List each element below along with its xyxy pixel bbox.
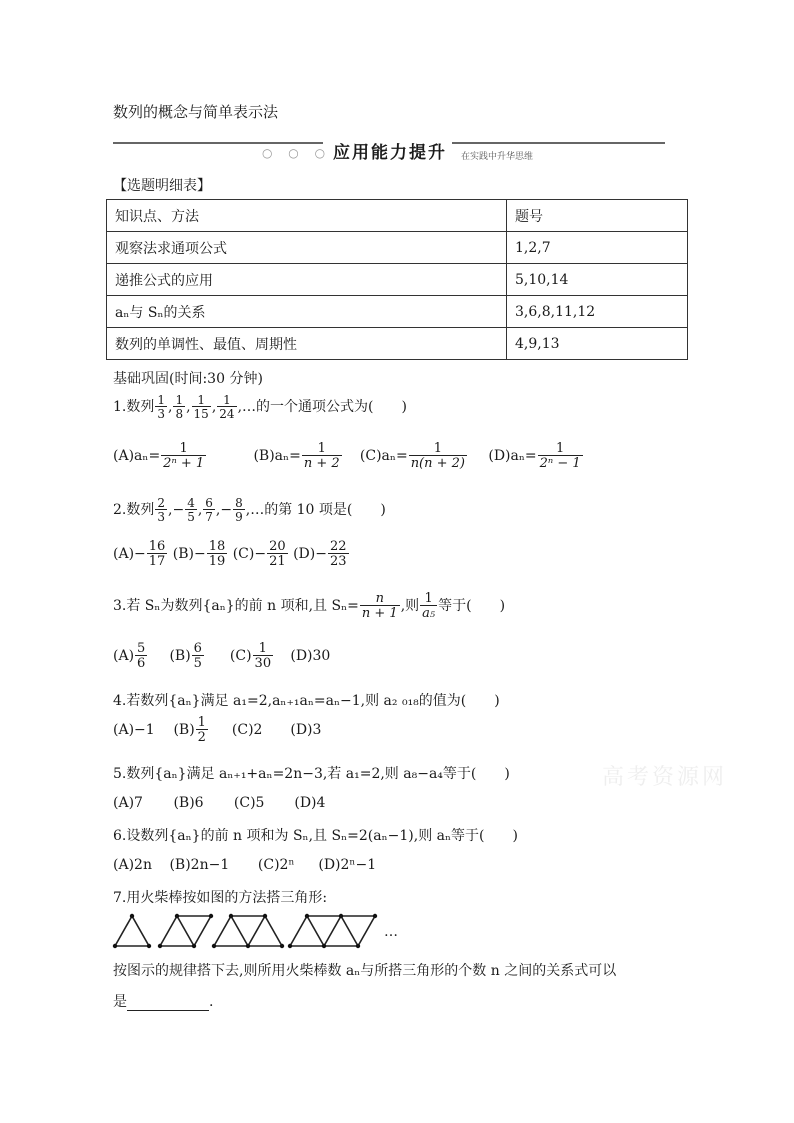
question-1: 1.数列 $\frac{1}{3}$ , $\frac{1}{8}$ , $\frac{1}{15}$ , $\frac{1}{24}$ ,…的一个通项公式为( ) (113, 393, 407, 421)
answer-blank[interactable] (127, 996, 209, 1011)
table-cell: 3,6,8,11,12 (507, 296, 688, 328)
question-7: 7.用火柴棒按如图的方法搭三角形: (113, 890, 328, 906)
fraction-numerator: 6 (205, 496, 213, 510)
q2-term-1 (155, 497, 167, 523)
fraction-numerator: 8 (235, 496, 243, 510)
fraction-denominator: 3 (157, 510, 165, 524)
fraction-denominator: 8 (175, 407, 184, 421)
q3-text: ,则 (400, 598, 420, 614)
table-row (107, 232, 688, 264)
fraction-denominator: 2 (197, 730, 206, 745)
fraction-numerator: n (375, 591, 384, 606)
table-cell: 1,2,7 (507, 232, 688, 264)
fraction-numerator: 6 (193, 641, 202, 656)
q5-option-a: (A)7 (113, 795, 143, 811)
fraction-denominator: 23 (329, 554, 347, 569)
fraction-denominator: 9 (235, 510, 243, 524)
fraction-denominator: 30 (254, 656, 272, 671)
option-fraction (161, 442, 206, 470)
q3-option-d: (D)30 (290, 648, 331, 664)
q4-option-b (173, 716, 227, 744)
option-fraction (192, 642, 204, 670)
fraction-denominator: 2ⁿ − 1 (539, 456, 581, 471)
fraction-denominator: 21 (269, 554, 286, 569)
banner-subtitle: 在实践中升华思维 (461, 152, 534, 162)
q2-options (113, 540, 350, 568)
fraction-numerator: 1 (197, 393, 205, 407)
option-label: (A)aₙ= (113, 448, 161, 464)
q3-reciprocal-fraction (420, 592, 437, 620)
option-fraction (147, 540, 168, 568)
option-label: (D)aₙ= (488, 448, 537, 464)
option-label: (B) (173, 722, 195, 738)
fraction-numerator: 1 (175, 393, 184, 407)
option-label: (C)aₙ= (359, 448, 408, 464)
fraction-denominator: 5 (187, 510, 195, 524)
q1-option-a (113, 442, 249, 470)
fraction-denominator: 24 (219, 407, 235, 421)
fraction-numerator: 1 (157, 393, 165, 407)
fraction-denominator: 7 (205, 510, 213, 524)
fraction-denominator: n + 1 (361, 606, 398, 621)
question-6: 6.设数列{aₙ}的前 n 项和为 Sₙ,且 Sₙ=2(aₙ−1),则 aₙ等于( ) (113, 828, 518, 844)
q2-option-d (293, 540, 349, 568)
option-fraction (196, 716, 208, 744)
option-label: (A)− (113, 546, 146, 562)
option-fraction (253, 642, 274, 670)
question-2: 2.数列 $\frac{2}{3}$ ,− $\frac{4}{5}$ , $\frac{6}{7}$ ,− $\frac{8}{9}$ ,…的第 10 项是( ) (113, 496, 386, 524)
fraction-denominator: 2ⁿ + 1 (163, 456, 205, 471)
q1-term-4 (217, 394, 236, 420)
table-row (107, 264, 688, 296)
q6-option-d: (D)2ⁿ−1 (318, 857, 377, 873)
fraction-numerator: 16 (148, 539, 166, 554)
q6-option-b: (B)2n−1 (169, 857, 230, 873)
triangle-group-2 (160, 916, 211, 946)
q3-text: 等于( ) (438, 598, 506, 614)
table-header-row (107, 200, 688, 232)
table-cell: aₙ与 Sₙ的关系 (107, 296, 507, 328)
q3-option-c (230, 642, 286, 670)
q2-suffix: ,…的第 10 项是( ) (245, 502, 386, 518)
option-label: (A) (113, 648, 135, 664)
q5-option-b: (B)6 (173, 795, 204, 811)
topic-table (106, 199, 688, 360)
q1-option-c (360, 442, 484, 470)
table-caption: 【选题明细表】 (113, 178, 211, 194)
table-cell: 4,9,13 (507, 328, 688, 360)
q7-body-prefix: 是 (113, 994, 127, 1010)
option-fraction (267, 540, 288, 568)
fraction-denominator: a₅ (422, 606, 436, 621)
table-header-cell: 题号 (507, 200, 688, 232)
q6-option-c: (C)2ⁿ (257, 857, 295, 873)
option-label: (D)− (293, 546, 327, 562)
q7-body-line-2 (113, 991, 213, 1011)
q4-option-d: (D)3 (290, 722, 322, 738)
q3-text: 3.若 Sₙ为数列{aₙ}的前 n 项和,且 Sₙ= (113, 598, 359, 614)
fraction-numerator: 2 (157, 496, 165, 510)
q4-options (113, 716, 321, 744)
q2-prefix: 2.数列 (113, 502, 155, 518)
option-fraction (207, 540, 228, 568)
section-heading: 基础巩固(时间:30 分钟) (113, 371, 263, 387)
q4-option-a: (A)−1 (113, 722, 155, 738)
question-5: 5.数列{aₙ}满足 aₙ₊₁+aₙ=2n−3,若 a₁=2,则 a₈−a₄等于( ) (113, 766, 510, 782)
q2-term-2 (185, 497, 197, 523)
fraction-numerator: 18 (208, 539, 226, 554)
fraction-denominator: 17 (148, 554, 166, 569)
banner-dots: ○ ○ ○ (262, 146, 332, 160)
fraction-numerator: 4 (187, 496, 195, 510)
option-fraction (328, 540, 349, 568)
fraction-denominator: 15 (193, 407, 209, 421)
fraction-numerator: 1 (197, 715, 206, 730)
question-3 (113, 592, 505, 620)
banner-rule-right (452, 142, 665, 144)
option-fraction (135, 642, 147, 670)
q6-option-a: (A)2n (113, 857, 152, 873)
table-row (107, 296, 688, 328)
q5-option-c: (C)5 (233, 795, 265, 811)
option-label: (B) (169, 648, 191, 664)
fraction-denominator: n(n + 2) (410, 456, 466, 471)
table-cell: 观察法求通项公式 (107, 232, 507, 264)
matchstick-figure (110, 910, 410, 952)
banner-rule-left (113, 142, 323, 144)
table-cell: 数列的单调性、最值、周期性 (107, 328, 507, 360)
option-fraction (302, 442, 342, 470)
option-label: (C)− (232, 546, 267, 562)
table-row (107, 328, 688, 360)
fraction-denominator: 3 (157, 407, 165, 421)
q2-term-4 (233, 497, 245, 523)
q5-option-d: (D)4 (294, 795, 326, 811)
q3-options (113, 642, 330, 670)
watermark: 高考资源网 (602, 765, 728, 790)
ellipsis-text: … (384, 924, 398, 940)
fraction-numerator: 1 (556, 441, 565, 456)
fraction-numerator: 5 (137, 641, 146, 656)
q1-term-1 (155, 394, 167, 420)
q6-options (113, 857, 376, 873)
table-header-cell: 知识点、方法 (107, 200, 507, 232)
fraction-denominator: 6 (137, 656, 146, 671)
q1-term-2 (173, 394, 185, 420)
q1-prefix: 1.数列 (113, 399, 155, 415)
option-fraction (538, 442, 583, 470)
q2-option-a (113, 540, 168, 568)
q1-option-b (253, 442, 355, 470)
q1-term-3 (192, 394, 211, 420)
fraction-numerator: 22 (329, 539, 347, 554)
q1-option-d (488, 442, 583, 470)
option-fraction (409, 442, 467, 470)
fraction-numerator: 1 (179, 441, 188, 456)
triangle-group-1 (115, 916, 149, 946)
option-label: (B)aₙ= (253, 448, 301, 464)
q1-options (113, 442, 584, 470)
q2-term-3 (203, 497, 215, 523)
fraction-denominator: 5 (193, 656, 202, 671)
q4-option-c: (C)2 (231, 722, 263, 738)
q7-body-line-1: 按图示的规律搭下去,则所用火柴棒数 aₙ与所搭三角形的个数 n 之间的关系式可以 (113, 963, 617, 979)
option-label: (B)− (172, 546, 206, 562)
banner-title: 应用能力提升 (333, 143, 447, 163)
table-cell: 5,10,14 (507, 264, 688, 296)
q5-options (113, 795, 325, 811)
fraction-numerator: 1 (317, 441, 326, 456)
fraction-denominator: 19 (208, 554, 226, 569)
fraction-numerator: 1 (258, 641, 267, 656)
fraction-denominator: n + 2 (303, 456, 340, 471)
triangle-group-4 (290, 916, 375, 946)
fraction-numerator: 1 (433, 441, 442, 456)
fraction-numerator: 20 (269, 539, 286, 554)
q2-option-c (233, 540, 289, 568)
fraction-numerator: 1 (424, 591, 433, 606)
q2-option-b (173, 540, 229, 568)
document-title: 数列的概念与简单表示法 (113, 103, 279, 121)
option-label: (C) (229, 648, 252, 664)
q3-option-b (169, 642, 225, 670)
q7-body-suffix: . (209, 994, 214, 1010)
fraction-numerator: 1 (223, 393, 231, 407)
q3-sum-fraction (360, 592, 400, 620)
triangle-group-3 (214, 916, 282, 946)
table-cell: 递推公式的应用 (107, 264, 507, 296)
question-4: 4.若数列{aₙ}满足 a₁=2,aₙ₊₁aₙ=aₙ−1,则 a₂ ₀₁₈的值为( ) (113, 693, 500, 709)
q1-suffix: ,…的一个通项公式为( ) (237, 399, 407, 415)
q3-option-a (113, 642, 165, 670)
